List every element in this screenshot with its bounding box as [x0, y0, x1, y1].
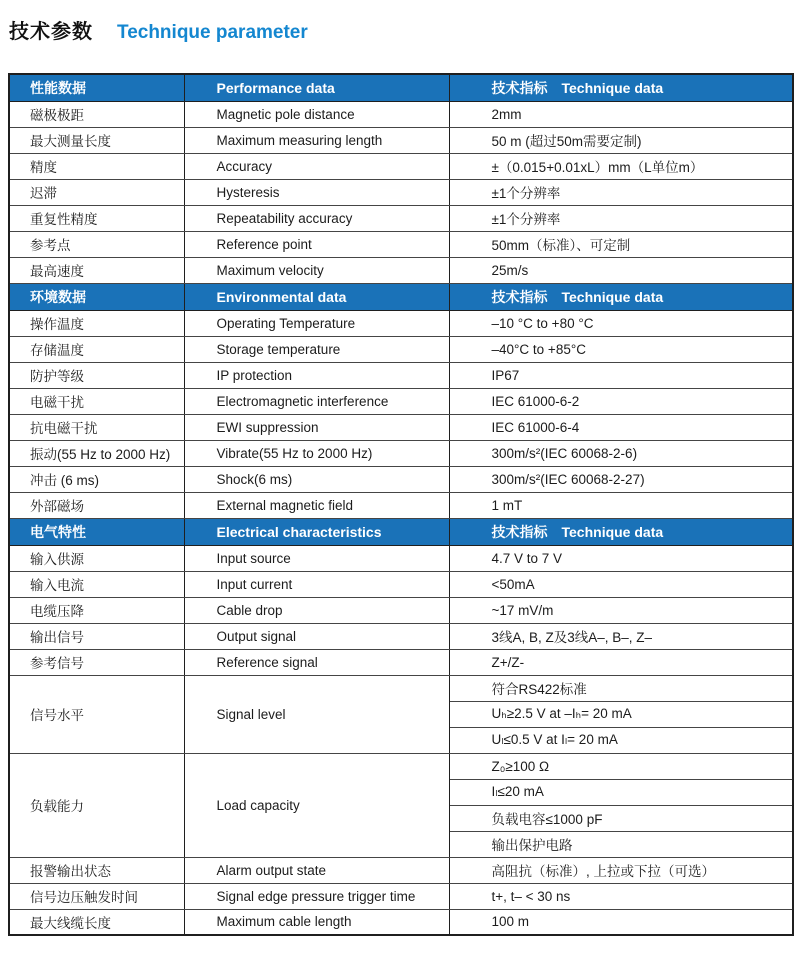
param-name-zh: 最大测量长度 — [9, 127, 184, 153]
param-name-en: Signal edge pressure trigger time — [184, 883, 449, 909]
param-name-en: EWI suppression — [184, 414, 449, 440]
param-name-zh: 电磁干扰 — [9, 388, 184, 414]
table-row — [9, 623, 793, 649]
param-value: IP67 — [449, 362, 793, 388]
table-row — [9, 466, 793, 492]
param-value: 4.7 V to 7 V — [449, 545, 793, 571]
section-header-value-zh: 技术指标 — [491, 523, 548, 540]
section-header-zh: 电气特性 — [9, 518, 184, 545]
section-header-zh: 性能数据 — [9, 74, 184, 101]
table-row — [9, 440, 793, 466]
technique-parameter-table — [8, 73, 794, 936]
param-value: 负载电容≤1000 pF — [449, 805, 793, 831]
param-name-zh: 迟滞 — [9, 179, 184, 205]
param-value: ±（0.015+0.01xL）mm（L单位m） — [449, 153, 793, 179]
section-header-zh: 环境数据 — [9, 283, 184, 310]
param-name-en: Signal level — [184, 675, 449, 753]
param-name-zh: 振动(55 Hz to 2000 Hz) — [9, 440, 184, 466]
param-name-zh: 输出信号 — [9, 623, 184, 649]
param-value: 300m/s²(IEC 60068-2-27) — [449, 466, 793, 492]
param-name-en: Hysteresis — [184, 179, 449, 205]
param-value: –10 °C to +80 °C — [449, 310, 793, 336]
table-row — [9, 231, 793, 257]
param-name-en: Vibrate(55 Hz to 2000 Hz) — [184, 440, 449, 466]
param-name-zh: 输入电流 — [9, 571, 184, 597]
param-name-zh: 信号边压触发时间 — [9, 883, 184, 909]
param-value: 50mm（标准）、可定制 — [449, 231, 793, 257]
param-name-en: Shock(6 ms) — [184, 466, 449, 492]
param-name-en: Alarm output state — [184, 857, 449, 883]
param-value: 3线A, B, Z及3线A–, B–, Z– — [449, 623, 793, 649]
param-name-en: Cable drop — [184, 597, 449, 623]
param-value: 300m/s²(IEC 60068-2-6) — [449, 440, 793, 466]
table-row — [9, 571, 793, 597]
param-value: Uₗ≤0.5 V at Iₗ= 20 mA — [449, 727, 793, 753]
param-name-en: Maximum cable length — [184, 909, 449, 935]
param-name-zh: 存储温度 — [9, 336, 184, 362]
param-value: 2mm — [449, 101, 793, 127]
param-name-en: Electromagnetic interference — [184, 388, 449, 414]
table-row — [9, 414, 793, 440]
section-header-value-zh: 技术指标 — [491, 288, 548, 305]
param-name-en: Accuracy — [184, 153, 449, 179]
param-name-en: Operating Temperature — [184, 310, 449, 336]
section-header-row — [9, 518, 793, 545]
param-name-zh: 信号水平 — [9, 675, 184, 753]
section-header-en: Environmental data — [184, 283, 449, 310]
table-row — [9, 153, 793, 179]
section-header-value — [449, 74, 793, 101]
param-name-en: Load capacity — [184, 753, 449, 857]
param-name-en: Maximum measuring length — [184, 127, 449, 153]
param-name-en: Maximum velocity — [184, 257, 449, 283]
param-value: t+, t– < 30 ns — [449, 883, 793, 909]
param-name-zh: 报警输出状态 — [9, 857, 184, 883]
table-row — [9, 388, 793, 414]
param-name-zh: 最大线缆长度 — [9, 909, 184, 935]
param-name-zh: 参考信号 — [9, 649, 184, 675]
param-name-zh: 冲击 (6 ms) — [9, 466, 184, 492]
section-header-value-zh: 技术指标 — [491, 79, 548, 96]
table-row — [9, 675, 793, 701]
param-name-zh: 电缆压降 — [9, 597, 184, 623]
section-header-value-en: Technique data — [561, 523, 664, 540]
section-header-row — [9, 283, 793, 310]
section-header-en: Electrical characteristics — [184, 518, 449, 545]
section-header-value-en: Technique data — [561, 288, 664, 305]
param-name-en: External magnetic field — [184, 492, 449, 518]
section-header-value — [449, 283, 793, 310]
table-row — [9, 310, 793, 336]
param-value: 输出保护电路 — [449, 831, 793, 857]
param-name-zh: 重复性精度 — [9, 205, 184, 231]
param-name-zh: 输入供源 — [9, 545, 184, 571]
table-row — [9, 545, 793, 571]
table-row — [9, 179, 793, 205]
param-name-en: Input current — [184, 571, 449, 597]
param-name-zh: 最高速度 — [9, 257, 184, 283]
param-name-en: Storage temperature — [184, 336, 449, 362]
param-value: ±1个分辨率 — [449, 205, 793, 231]
param-value: –40°C to +85°C — [449, 336, 793, 362]
param-value: <50mA — [449, 571, 793, 597]
param-value: IEC 61000-6-4 — [449, 414, 793, 440]
param-value: Iₗ≤20 mA — [449, 779, 793, 805]
table-row — [9, 101, 793, 127]
param-name-zh: 负载能力 — [9, 753, 184, 857]
page-title-en: Technique parameter — [117, 22, 308, 43]
table-row — [9, 362, 793, 388]
param-name-zh: 操作温度 — [9, 310, 184, 336]
page-title — [9, 15, 308, 44]
param-value: ~17 mV/m — [449, 597, 793, 623]
param-value: Z₀≥100 Ω — [449, 753, 793, 779]
param-name-zh: 抗电磁干扰 — [9, 414, 184, 440]
section-header-en: Performance data — [184, 74, 449, 101]
param-value: 符合RS422标准 — [449, 675, 793, 701]
table-row — [9, 909, 793, 935]
param-value: IEC 61000-6-2 — [449, 388, 793, 414]
table-row — [9, 857, 793, 883]
param-name-en: Reference signal — [184, 649, 449, 675]
table-row — [9, 649, 793, 675]
section-header-value-en: Technique data — [561, 79, 664, 96]
table-row — [9, 597, 793, 623]
param-name-zh: 参考点 — [9, 231, 184, 257]
param-name-en: Reference point — [184, 231, 449, 257]
spec-table-body — [9, 74, 793, 935]
param-name-zh: 防护等级 — [9, 362, 184, 388]
param-value: 1 mT — [449, 492, 793, 518]
param-name-zh: 精度 — [9, 153, 184, 179]
param-name-zh: 磁极极距 — [9, 101, 184, 127]
param-value: 50 m (超过50m需要定制) — [449, 127, 793, 153]
param-value: Uₕ≥2.5 V at –Iₕ= 20 mA — [449, 701, 793, 727]
param-name-en: IP protection — [184, 362, 449, 388]
param-value: 25m/s — [449, 257, 793, 283]
table-row — [9, 127, 793, 153]
section-header-row — [9, 74, 793, 101]
table-row — [9, 336, 793, 362]
param-value: 高阻抗（标准）, 上拉或下拉（可选） — [449, 857, 793, 883]
param-name-en: Repeatability accuracy — [184, 205, 449, 231]
param-name-en: Magnetic pole distance — [184, 101, 449, 127]
param-value: 100 m — [449, 909, 793, 935]
table-row — [9, 492, 793, 518]
table-row — [9, 205, 793, 231]
param-name-en: Output signal — [184, 623, 449, 649]
table-row — [9, 883, 793, 909]
param-value: Z+/Z- — [449, 649, 793, 675]
param-name-zh: 外部磁场 — [9, 492, 184, 518]
page-title-zh: 技术参数 — [9, 21, 93, 43]
table-row — [9, 257, 793, 283]
param-name-en: Input source — [184, 545, 449, 571]
param-value: ±1个分辨率 — [449, 179, 793, 205]
table-row — [9, 753, 793, 779]
section-header-value — [449, 518, 793, 545]
